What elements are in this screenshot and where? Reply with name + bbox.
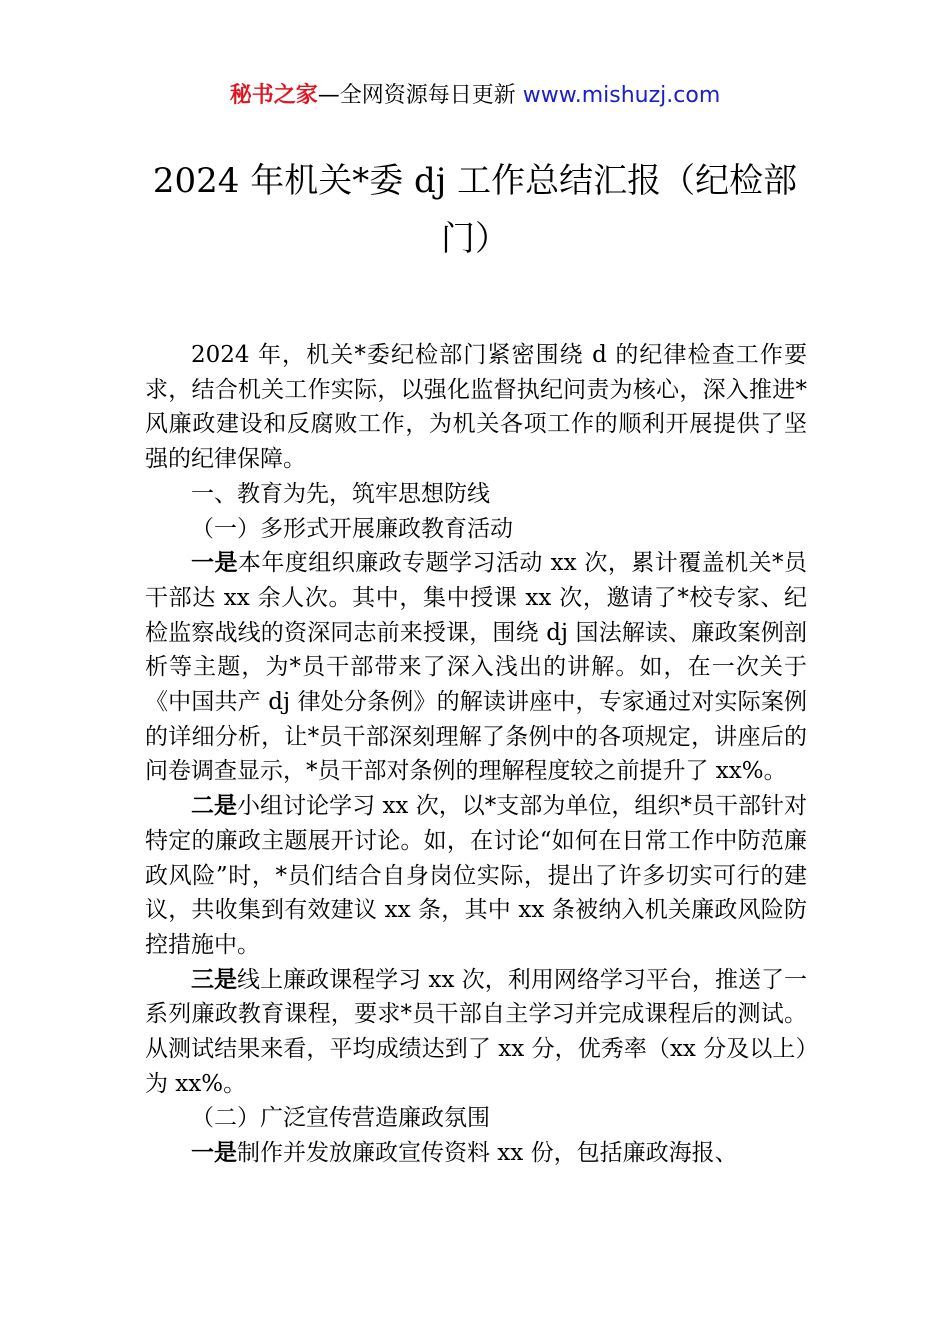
site-header (0, 80, 950, 112)
paragraph-text: （一）多形式开展廉政教育活动 (191, 515, 513, 542)
paragraph-lead: 二是 (191, 793, 238, 820)
paragraph-lead: 一是 (191, 1140, 237, 1167)
site-url-link[interactable]: www.mishuzj.com (522, 83, 721, 108)
paragraph (145, 1136, 807, 1171)
document-title: 2024 年机关*委 dj 工作总结汇报（纪检部门） (152, 161, 798, 259)
site-tagline: —全网资源每日更新 (317, 83, 523, 108)
subsection-heading (145, 512, 807, 547)
paragraph-text: 2024 年，机关*委纪检部门紧密围绕 d 的纪律检查工作要求，结合机关工作实际，以强化监督执纪问责为核心，深入推进*风廉政建设和反腐败工作，为机关各项工作的顺利开展提供了坚强的纪律保障。 (145, 342, 807, 473)
paragraph-lead: 三是 (191, 966, 238, 993)
paragraph-text: 制作并发放廉政宣传资料 xx 份，包括廉政海报、 (237, 1140, 738, 1167)
paragraph (145, 789, 807, 963)
paragraph (145, 546, 807, 789)
paragraph-text: 一、教育为先，筑牢思想防线 (191, 480, 490, 507)
document-body (145, 338, 807, 1171)
paragraph-text: 线上廉政课程学习 xx 次，利用网络学习平台，推送了一系列廉政教育课程，要求*员干部自主学习并完成课程后的测试。从测试结果来看，平均成绩达到了 xx 分，优秀率（xx 分及以上）为 xx%。 (145, 966, 808, 1097)
paragraph-text: 本年度组织廉政专题学习活动 xx 次，累计覆盖机关*员干部达 xx 余人次。其中，集中授课 xx 次，邀请了*校专家、纪检监察战线的资深同志前来授课，围绕 dj 国法解读、廉政案例剖析等主题，为*员干部带来了深入浅出的讲解。如，在一次关于《中国共产 dj 律处分条例》的解读讲座中，专家通过对实际案例的详细分析，让*员干部深刻理解了条例中的各项规定，讲座后的问卷调查显示，*员干部对条例的理解程度较之前提升了 xx%。 (145, 550, 807, 785)
paragraph (145, 963, 807, 1102)
section-heading (145, 477, 807, 512)
paragraph-lead: 一是 (191, 550, 238, 577)
paragraph-text: 小组讨论学习 xx 次，以*支部为单位，组织*员干部针对特定的廉政主题展开讨论。如，在讨论“如何在日常工作中防范廉政风险”时，*员们结合自身岗位实际，提出了许多切实可行的建议，共收集到有效建议 xx 条，其中 xx 条被纳入机关廉政风险防控措施中。 (145, 793, 807, 958)
paragraph-text: （二）广泛宣传营造廉政氛围 (191, 1105, 490, 1132)
paragraph (145, 338, 807, 477)
subsection-heading (145, 1101, 807, 1136)
site-brand: 秘书之家 (229, 83, 318, 108)
